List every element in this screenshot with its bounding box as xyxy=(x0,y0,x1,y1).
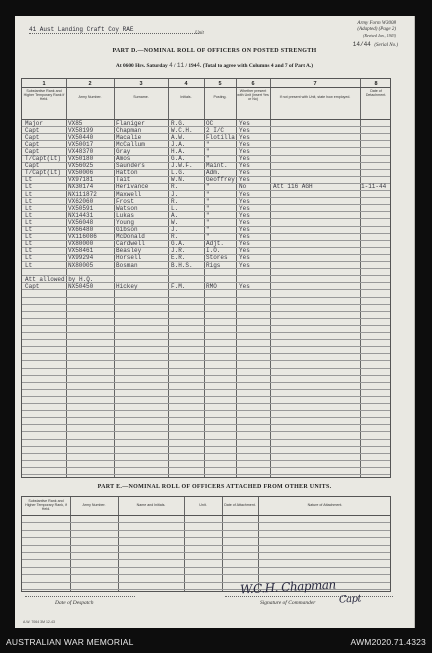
part-d-cell: " xyxy=(206,204,210,212)
part-d-cell: RMO xyxy=(206,282,217,290)
part-e-column-header: Date of Attachment. xyxy=(224,503,256,507)
part-e-column-header: Army Number. xyxy=(82,503,106,507)
part-e-row-rule xyxy=(22,552,390,553)
part-d-column-header: Substantive Rank and Higher Temporary Rank if Held. xyxy=(23,89,65,101)
part-d-cell: F.M. xyxy=(171,282,186,290)
part-d-column-number: 2 xyxy=(88,81,92,87)
part-d-cell: Yes xyxy=(239,162,250,170)
part-d-cell: NX14431 xyxy=(68,211,94,219)
part-d-cell: J. xyxy=(171,190,179,198)
part-d-cell: Yes xyxy=(239,233,250,241)
part-d-row-rule xyxy=(22,431,390,432)
part-d-cell: Lt xyxy=(25,226,33,233)
part-d-cell: Geoffrey xyxy=(206,176,235,184)
part-e-table xyxy=(21,496,391,592)
part-d-cell: J. xyxy=(171,226,179,233)
part-d-cell: Lt xyxy=(25,240,33,248)
part-d-cell: J.R. xyxy=(171,247,186,255)
part-d-cell: " xyxy=(206,190,210,198)
caption-right: AWM2020.71.4323 xyxy=(350,637,426,647)
part-d-row-rule xyxy=(22,353,390,354)
part-d-row-rule xyxy=(22,311,390,312)
part-d-cell: Adm. xyxy=(206,169,221,177)
part-d-cell: E.R. xyxy=(171,254,186,262)
part-d-cell: Macalie xyxy=(116,133,142,141)
part-d-cell: G.A. xyxy=(171,155,186,162)
part-d-cell: Yes xyxy=(239,218,250,226)
part-d-cell: Hickey xyxy=(116,282,138,290)
part-d-cell: VX48370 xyxy=(68,147,94,155)
part-d-row-rule xyxy=(22,467,390,468)
unit-name: 41 Aust Landing Craft Coy RAE xyxy=(29,26,199,34)
date-day: 4 xyxy=(169,62,173,69)
part-d-cell: Att 116 AGH xyxy=(273,183,313,191)
part-d-cell: VX56048 xyxy=(68,218,94,226)
part-d-row-rule xyxy=(22,410,390,411)
part-d-cell: T/Capt(Lt) xyxy=(25,155,62,162)
part-d-cell: VX50017 xyxy=(68,140,94,148)
part-d-cell: W.C.H. xyxy=(171,126,193,134)
date-year-prefix: 194 xyxy=(188,63,197,69)
part-d-cell: R. xyxy=(171,183,179,191)
part-d-cell: G.A. xyxy=(171,240,186,248)
part-d-cell: B.H.S. xyxy=(171,261,193,269)
part-d-cell: Capt xyxy=(25,133,40,141)
part-d-column-header: Army Number. xyxy=(78,95,102,99)
part-d-cell: Saunders xyxy=(116,162,145,170)
part-d-row-rule xyxy=(22,396,390,397)
part-d-row-rule xyxy=(22,297,390,298)
part-d-cell: Yes xyxy=(239,169,250,177)
part-d-row-rule xyxy=(22,360,390,361)
part-d-cell: NX30174 xyxy=(68,183,94,191)
part-d-cell: VX85 xyxy=(68,119,83,127)
part-d-row-rule xyxy=(22,403,390,404)
part-d-cell: VX50440 xyxy=(68,133,94,141)
part-d-cell: Yes xyxy=(239,126,250,134)
part-d-cell: Yes xyxy=(239,261,250,269)
part-d-cell: Yes xyxy=(239,197,250,205)
part-d-cell: VX58461 xyxy=(68,247,94,255)
part-d-cell: Lt xyxy=(25,204,33,212)
part-d-row-rule xyxy=(22,417,390,418)
part-d-cell: VX66480 xyxy=(68,226,94,233)
part-d-column-header: If not present with Unit, state how employed. xyxy=(279,95,351,99)
form-sheet xyxy=(15,16,415,628)
part-d-cell: Yes xyxy=(239,282,250,290)
part-d-cell: Flotilla xyxy=(206,133,235,141)
date-prefix: At 0600 Hrs. Saturday xyxy=(115,63,168,69)
part-e-row-rule xyxy=(22,545,390,546)
part-d-cell: Horsell xyxy=(116,254,142,262)
part-d-cell: " xyxy=(206,233,210,241)
date-suffix: (Total to agree with Columns 4 and 7 of Part A.) xyxy=(202,63,314,69)
part-d-cell: Lt xyxy=(25,247,33,255)
part-d-cell: Yes xyxy=(239,240,250,248)
part-d-cell: Capt xyxy=(25,147,40,155)
part-d-cell: Yes xyxy=(239,211,250,219)
part-e-column-header: Substantive Rank and Higher Temporary Rank, if Held. xyxy=(25,499,67,511)
part-d-cell: VX56025 xyxy=(68,162,94,170)
despatch-label: Date of Despatch xyxy=(55,600,94,606)
part-d-cell: NX111872 xyxy=(68,190,97,198)
form-reference xyxy=(357,21,396,39)
date-year: 4 xyxy=(196,62,201,69)
part-d-row-rule xyxy=(22,339,390,340)
part-d-cell: Lt xyxy=(25,190,33,198)
part-d-cell: Amos xyxy=(116,155,131,162)
part-d-cell: Capt xyxy=(25,126,40,134)
part-d-cell: Lt xyxy=(25,254,33,262)
part-d-cell: Capt xyxy=(25,140,40,148)
part-d-column-number: 5 xyxy=(218,81,222,87)
part-d-cell: Maxwell xyxy=(116,190,142,198)
part-d-cell: Rigs xyxy=(206,261,221,269)
part-e-column-header: Name and Initials. xyxy=(136,503,166,507)
part-d-row-rule xyxy=(22,382,390,383)
part-d-row-rule xyxy=(22,474,390,475)
part-d-cell: Herivance xyxy=(116,183,149,191)
part-d-cell: Maint. xyxy=(206,162,228,170)
part-d-cell: Flaniger xyxy=(116,119,145,127)
part-d-column-number: 1 xyxy=(42,81,46,87)
part-e-column-header: Unit. xyxy=(199,503,207,507)
part-d-cell: VX50006 xyxy=(68,169,94,177)
part-d-table xyxy=(21,78,391,478)
part-d-cell: A.W. xyxy=(171,133,186,141)
part-d-cell: McCallum xyxy=(116,140,145,148)
part-d-column-header: Whether present with Unit (insert Yes or No) xyxy=(237,89,269,101)
part-d-number-rule xyxy=(22,87,390,88)
part-d-cell: " xyxy=(206,147,210,155)
part-d-cell: R.G. xyxy=(171,119,186,127)
commander-label: Signature of Commander xyxy=(260,600,316,606)
part-d-cell: Bosman xyxy=(116,261,138,269)
part-d-cell: Cardwell xyxy=(116,240,145,248)
part-d-cell: Lt xyxy=(25,218,33,226)
part-d-cell: " xyxy=(206,197,210,205)
part-d-cell: " xyxy=(206,183,210,191)
part-d-row-rule xyxy=(22,424,390,425)
part-d-column-number: 8 xyxy=(374,81,378,87)
part-d-cell: McDonald xyxy=(116,233,145,241)
part-d-cell: Yes xyxy=(239,247,250,255)
form-revised: (Revised Jan., 1943) xyxy=(363,33,396,38)
part-d-column-number: 4 xyxy=(184,81,188,87)
commander-signature: W.C.H. Chapman xyxy=(239,577,337,597)
part-d-row-rule xyxy=(22,304,390,305)
part-e-row-rule xyxy=(22,537,390,538)
part-d-cell: Att allowed by H.Q. xyxy=(25,275,94,283)
part-d-row-rule xyxy=(22,325,390,326)
part-d-row-rule xyxy=(22,375,390,376)
part-e-row-rule xyxy=(22,574,390,575)
part-d-cell: Yes xyxy=(239,155,250,162)
part-d-cell: Yes xyxy=(239,176,250,184)
part-d-cell: L.G. xyxy=(171,169,186,177)
part-e-row-rule xyxy=(22,530,390,531)
part-d-cell: NX80005 xyxy=(68,261,94,269)
date-month: 11 xyxy=(176,62,185,69)
part-d-cell: Yes xyxy=(239,254,250,262)
part-d-column-header: Initials. xyxy=(180,95,192,99)
part-d-cell: Tait xyxy=(116,176,131,184)
serial-number xyxy=(353,41,398,48)
part-d-cell: Watson xyxy=(116,204,138,212)
part-d-column-header: Surname. xyxy=(133,95,149,99)
part-d-cell: VX62060 xyxy=(68,197,94,205)
part-d-cell: VX58199 xyxy=(68,126,94,134)
part-d-cell: L. xyxy=(171,204,179,212)
part-d-column-header: Posting. xyxy=(213,95,227,99)
part-d-cell: Gibson xyxy=(116,226,138,233)
part-d-row-rule xyxy=(22,453,390,454)
part-d-cell: J.A. xyxy=(171,140,186,148)
part-d-cell: I.O. xyxy=(206,247,221,255)
part-d-cell: Lt xyxy=(25,176,33,184)
part-d-cell: VX99294 xyxy=(68,254,94,262)
part-d-column-header: Date of Detachment. xyxy=(365,89,387,97)
part-d-column-number: 7 xyxy=(313,81,317,87)
part-d-row-rule xyxy=(22,318,390,319)
part-d-row-rule xyxy=(22,346,390,347)
part-d-cell: Lt xyxy=(25,211,33,219)
part-d-cell: W.N. xyxy=(171,176,186,184)
part-d-cell: Yes xyxy=(239,140,250,148)
part-d-cell: Capt xyxy=(25,162,40,170)
part-d-cell: Adjt. xyxy=(206,240,225,248)
serial-label: (Serial No.) xyxy=(374,43,398,48)
part-d-column-number: 6 xyxy=(251,81,255,87)
part-e-column-header: Nature of Attachment. xyxy=(307,503,343,507)
caption-left: AUSTRALIAN WAR MEMORIAL xyxy=(6,637,134,647)
part-d-cell: J.W.F. xyxy=(171,162,193,170)
part-d-cell: Lt xyxy=(25,261,33,269)
part-d-cell: " xyxy=(206,226,210,233)
part-d-row-rule xyxy=(22,439,390,440)
part-d-cell: Hatton xyxy=(116,169,138,177)
despatch-line xyxy=(25,596,135,597)
part-d-cell: Yes xyxy=(239,190,250,198)
part-e-title: PART E.—NOMINAL ROLL OF OFFICERS ATTACHED FROM OTHER UNITS. xyxy=(97,484,332,490)
part-d-cell: VX50180 xyxy=(68,155,94,162)
part-d-cell: 1-11-44 xyxy=(361,183,387,191)
serial-value: 14/44 xyxy=(352,41,371,48)
part-d-cell: VX116086 xyxy=(68,233,97,241)
part-d-cell: NX50450 xyxy=(68,282,94,290)
part-d-row-rule xyxy=(22,368,390,369)
part-d-cell: " xyxy=(206,155,210,162)
part-d-cell: Major xyxy=(25,119,44,127)
part-d-cell: Gray xyxy=(116,147,131,155)
part-d-cell: OC xyxy=(206,119,214,127)
part-d-cell: Capt xyxy=(25,282,40,290)
part-e-row-rule xyxy=(22,567,390,568)
part-d-cell: VX50591 xyxy=(68,204,94,212)
part-d-column-number: 3 xyxy=(139,81,143,87)
part-d-cell: Chapman xyxy=(116,126,142,134)
part-d-cell: W. xyxy=(171,218,179,226)
printer-mark: A.W. 7064 3M 12-43 xyxy=(23,620,55,624)
part-d-cell: VX97181 xyxy=(68,176,94,184)
part-d-cell: Lukas xyxy=(116,211,135,219)
part-d-title: PART D.—NOMINAL ROLL OF OFFICERS ON POSTED STRENGTH xyxy=(112,48,317,54)
part-d-cell: Lt xyxy=(25,197,33,205)
part-d-cell: Lt xyxy=(25,233,33,241)
part-d-row-rule xyxy=(22,460,390,461)
part-d-cell: " xyxy=(206,218,210,226)
form-number: Army Form W3008 xyxy=(357,21,396,26)
part-d-cell: Beasley xyxy=(116,247,142,255)
part-d-cell: H.A. xyxy=(171,147,186,155)
part-e-row-rule xyxy=(22,522,390,523)
part-d-cell: Yes xyxy=(239,204,250,212)
form-adapted: (Adapted) (Page 2) xyxy=(357,27,396,32)
part-e-row-rule xyxy=(22,559,390,560)
part-d-cell: 2 I/C xyxy=(206,126,225,134)
part-d-cell: VX80000 xyxy=(68,240,94,248)
part-d-cell: Young xyxy=(116,218,135,226)
part-d-cell: Yes xyxy=(239,147,250,155)
part-d-cell: Yes xyxy=(239,226,250,233)
part-d-cell: A. xyxy=(171,211,179,219)
unit-label: Unit xyxy=(195,31,204,36)
part-d-cell: Frost xyxy=(116,197,135,205)
part-d-date-line: At 0600 Hrs. Saturday 4 / 11 / 1944. (Total to agree with Columns 4 and 7 of Part A.) xyxy=(115,62,314,69)
part-d-cell: Lt xyxy=(25,183,33,191)
part-d-cell: R. xyxy=(171,233,179,241)
part-d-cell: No xyxy=(239,183,247,191)
part-d-row-rule xyxy=(22,332,390,333)
signature-line xyxy=(225,596,393,597)
part-d-cell: Yes xyxy=(239,119,250,127)
commander-rank: Capt xyxy=(338,593,362,606)
part-d-row-rule xyxy=(22,389,390,390)
part-d-cell: Yes xyxy=(239,133,250,141)
part-d-cell: T/Capt(Lt) xyxy=(25,169,62,177)
part-d-cell: " xyxy=(206,211,210,219)
part-d-row-rule xyxy=(22,446,390,447)
part-e-header-rule xyxy=(22,515,390,516)
part-d-cell: " xyxy=(206,140,210,148)
part-d-cell: R. xyxy=(171,197,179,205)
part-d-cell: Stores xyxy=(206,254,228,262)
